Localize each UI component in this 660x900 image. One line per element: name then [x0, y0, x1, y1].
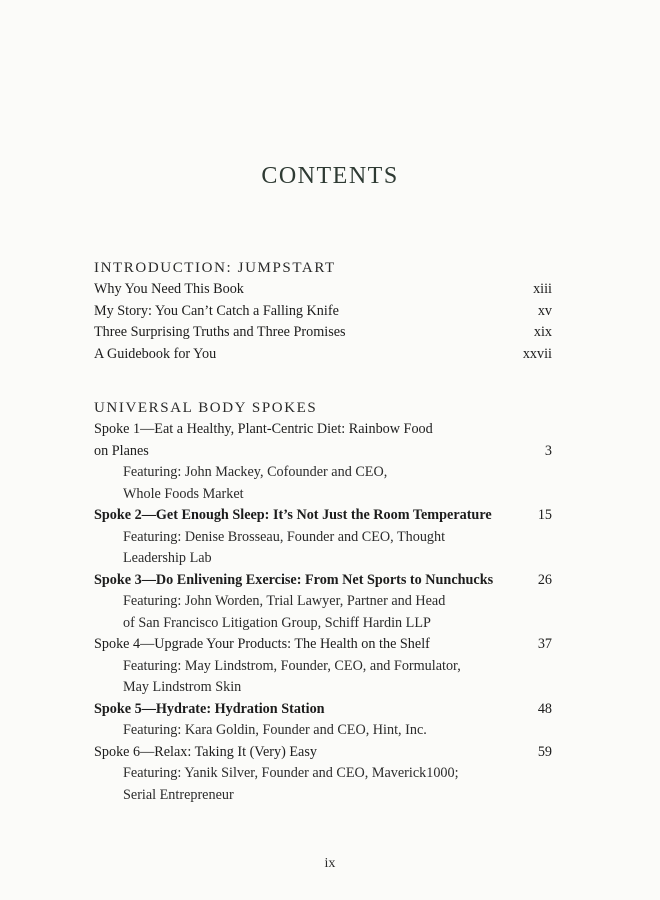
- spoke-title: Spoke 2—Get Enough Sleep: It’s Not Just the Room Temperature: [94, 507, 492, 523]
- featuring-line: Featuring: Denise Brosseau, Founder and CEO, Thought: [123, 528, 446, 545]
- spoke-page: 3: [544, 442, 552, 459]
- toc-entry-title: My Story: You Can’t Catch a Falling Knife: [94, 302, 339, 319]
- spoke-page: 37: [537, 636, 552, 652]
- toc-entry[interactable]: [94, 301, 552, 323]
- section-heading: INTRODUCTION: JUMPSTART: [94, 260, 336, 276]
- toc-entry-page: xv: [537, 302, 552, 319]
- toc-entry[interactable]: [94, 322, 552, 344]
- spoke-entry[interactable]: [94, 699, 552, 742]
- featuring-line: Featuring: Kara Goldin, Founder and CEO, Hint, Inc.: [123, 722, 427, 738]
- featuring-line: of San Francisco Litigation Group, Schiff Hardin LLP: [123, 614, 431, 631]
- toc-entry-page: xix: [533, 324, 552, 340]
- page-title: CONTENTS: [261, 163, 399, 189]
- toc-entry-page: xiii: [533, 281, 552, 297]
- spoke-entry[interactable]: [94, 419, 552, 505]
- toc-entry-title: Three Surprising Truths and Three Promises: [94, 324, 346, 340]
- spoke-title: Spoke 3—Do Enlivening Exercise: From Net Sports to Nunchucks: [94, 571, 494, 588]
- toc-entry[interactable]: [94, 279, 552, 301]
- spoke-title: Spoke 6—Relax: Taking It (Very) Easy: [94, 743, 317, 760]
- toc-entry-page: xxvii: [522, 345, 552, 362]
- universal-body-spokes-section: [94, 397, 552, 806]
- spoke-page: 15: [537, 507, 552, 523]
- spoke-entry[interactable]: [94, 570, 552, 635]
- spoke-page: 48: [537, 700, 552, 717]
- spoke-title: Spoke 5—Hydrate: Hydration Station: [94, 700, 325, 717]
- spoke-entry[interactable]: [94, 505, 552, 570]
- spoke-page: 26: [537, 571, 552, 588]
- featuring-line: Featuring: Yanik Silver, Founder and CEO, Maverick1000;: [123, 765, 459, 781]
- spoke-page: 59: [537, 743, 552, 760]
- featuring-line: Serial Entrepreneur: [123, 786, 234, 803]
- toc-entry-title: A Guidebook for You: [94, 345, 217, 362]
- toc-entry-title: Why You Need This Book: [94, 281, 244, 297]
- featuring-line: Leadership Lab: [123, 550, 212, 566]
- introduction-section: [94, 257, 552, 365]
- section-heading: UNIVERSAL BODY SPOKES: [94, 400, 318, 416]
- spoke-title: Spoke 4—Upgrade Your Products: The Health on the Shelf: [94, 636, 430, 652]
- spoke-title-line: Spoke 1—Eat a Healthy, Plant-Centric Diet: Rainbow Food: [94, 421, 433, 437]
- spoke-entry[interactable]: [94, 634, 552, 699]
- featuring-line: May Lindstrom Skin: [123, 679, 242, 695]
- featuring-line: Featuring: John Mackey, Cofounder and CEO,: [123, 464, 388, 480]
- featuring-line: Whole Foods Market: [123, 485, 244, 502]
- featuring-line: Featuring: John Worden, Trial Lawyer, Partner and Head: [123, 593, 446, 609]
- spoke-entry[interactable]: [94, 742, 552, 807]
- toc-entry[interactable]: [94, 344, 552, 366]
- page-number: ix: [324, 856, 336, 871]
- spoke-title-line: on Planes: [94, 442, 149, 459]
- featuring-line: Featuring: May Lindstrom, Founder, CEO, and Formulator,: [123, 657, 461, 674]
